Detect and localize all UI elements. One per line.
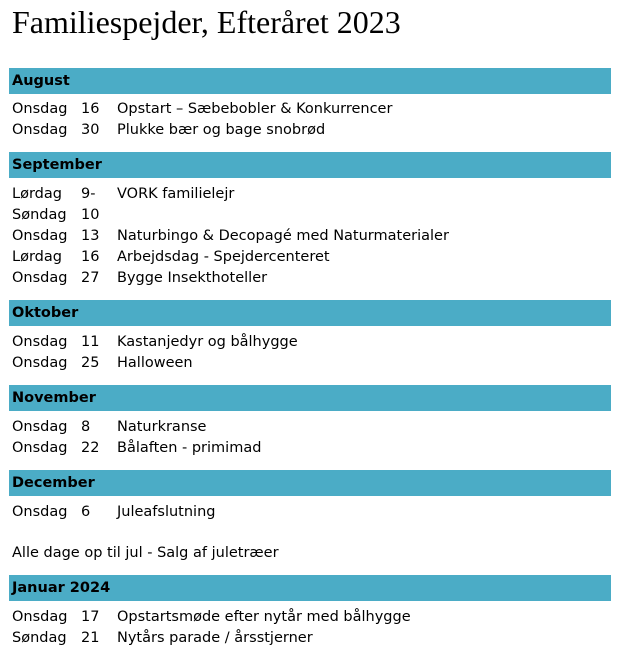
event-row [0, 120, 618, 141]
page-title: Familiespejder, Efteråret 2023 [12, 4, 401, 40]
event-day: Onsdag [12, 355, 68, 371]
event-description: Halloween [117, 355, 193, 371]
month-header-august: August [9, 68, 611, 94]
event-date: 10 [81, 207, 100, 223]
event-row [0, 438, 618, 459]
event-day: Onsdag [12, 609, 68, 625]
event-date: 11 [81, 334, 100, 350]
event-description: Bålaften - primimad [117, 440, 262, 456]
event-description: Kastanjedyr og bålhygge [117, 334, 298, 350]
event-date: 16 [81, 249, 100, 265]
event-day: Lørdag [12, 186, 62, 202]
event-date: 9- [81, 186, 96, 202]
event-description: Bygge Insekthoteller [117, 270, 268, 286]
event-description: Nytårs parade / årsstjerner [117, 630, 313, 646]
month-header-oktober: Oktober [9, 300, 611, 326]
event-row [0, 184, 618, 205]
event-row [0, 247, 618, 268]
month-header-september: September [9, 152, 611, 178]
event-row [0, 502, 618, 523]
event-description: Opstart – Sæbebobler & Konkurrencer [117, 101, 393, 117]
event-row [0, 332, 618, 353]
event-row [0, 205, 618, 226]
event-date: 17 [81, 609, 100, 625]
event-day: Onsdag [12, 228, 68, 244]
month-header-januar-2024: Januar 2024 [9, 575, 611, 601]
event-date: 8 [81, 419, 91, 435]
event-description: Naturkranse [117, 419, 207, 435]
event-row [0, 268, 618, 289]
event-day: Onsdag [12, 270, 68, 286]
event-day: Onsdag [12, 440, 68, 456]
event-day: Onsdag [12, 101, 68, 117]
event-day: Onsdag [12, 334, 68, 350]
event-day: Søndag [12, 207, 67, 223]
event-date: 21 [81, 630, 100, 646]
event-row [0, 99, 618, 120]
event-row [0, 417, 618, 438]
event-date: 16 [81, 101, 100, 117]
event-description: VORK familielejr [117, 186, 235, 202]
event-row [0, 628, 618, 649]
event-day: Onsdag [12, 122, 68, 138]
event-date: 30 [81, 122, 100, 138]
month-header-december: December [9, 470, 611, 496]
event-day: Søndag [12, 630, 67, 646]
event-row [0, 607, 618, 628]
event-date: 22 [81, 440, 100, 456]
event-date: 25 [81, 355, 100, 371]
event-description: Arbejdsdag - Spejdercenteret [117, 249, 330, 265]
event-description: Plukke bær og bage snobrød [117, 122, 326, 138]
month-header-november: November [9, 385, 611, 411]
event-date: 6 [81, 504, 91, 520]
event-description: Juleafslutning [117, 504, 216, 520]
event-description: Opstartsmøde efter nytår med bålhygge [117, 609, 411, 625]
event-date: 27 [81, 270, 100, 286]
christmas-tree-sale-note: Alle dage op til jul - Salg af juletræer [12, 545, 279, 561]
event-description: Naturbingo & Decopagé med Naturmaterialer [117, 228, 449, 244]
event-row [0, 226, 618, 247]
event-row [0, 353, 618, 374]
event-date: 13 [81, 228, 100, 244]
event-day: Onsdag [12, 419, 68, 435]
event-day: Onsdag [12, 504, 68, 520]
event-day: Lørdag [12, 249, 62, 265]
